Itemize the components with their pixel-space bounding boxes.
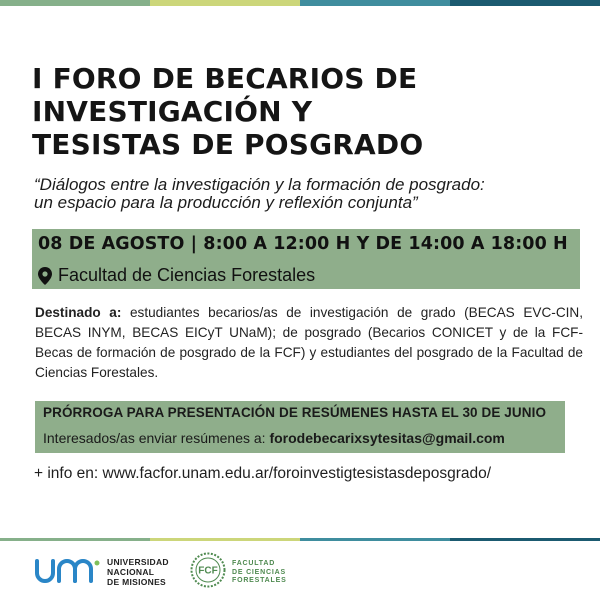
audience-label: Destinado a: <box>35 305 122 320</box>
fcf-line-1: FACULTAD <box>232 560 276 567</box>
fcf-line-3: FORESTALES <box>232 577 287 584</box>
unam-line-3: DE MISIONES <box>107 577 167 587</box>
fcf-wordmark <box>232 560 287 586</box>
deadline-text <box>43 430 505 446</box>
unam-logo <box>33 555 103 587</box>
unam-wordmark <box>107 557 169 587</box>
fcf-line-2: DE CIENCIAS <box>232 568 286 576</box>
fcf-logo <box>190 552 226 588</box>
unam-line-1: UNIVERSIDAD <box>107 557 169 567</box>
event-subtitle <box>34 176 574 212</box>
subtitle-line-2: un espacio para la producción y reflexión conjunta” <box>34 193 418 212</box>
contact-email-link[interactable]: forodebecarixsytesitas@gmail.com <box>269 430 505 446</box>
audience-paragraph <box>35 303 583 383</box>
unam-line-2: NACIONAL <box>107 567 155 577</box>
title-line-2: INVESTIGACIÓN Y <box>32 95 313 128</box>
bottom-color-bar <box>0 538 600 541</box>
top-color-bar <box>0 0 600 6</box>
title-line-3: TESISTAS DE POSGRADO <box>32 128 424 161</box>
deadline-title: PRÓRROGA PARA PRESENTACIÓN DE RESÚMENES HASTA EL 30 DE JUNIO <box>43 405 547 420</box>
event-place <box>38 265 315 286</box>
subtitle-line-1: “Diálogos entre la investigación y la formación de posgrado: <box>34 175 485 194</box>
event-place-label: Facultad de Ciencias Forestales <box>58 265 316 285</box>
svg-text:FCF: FCF <box>198 565 218 577</box>
event-title <box>32 62 572 161</box>
event-date: 08 DE AGOSTO | 8:00 A 12:00 H Y DE 14:00 A 18:00 H <box>38 234 568 254</box>
map-pin-icon <box>38 267 52 285</box>
info-link[interactable]: + info en: www.facfor.unam.edu.ar/foroinvestigtesistasdeposgrado/ <box>34 465 492 482</box>
date-place-panel <box>32 229 580 289</box>
deadline-panel <box>35 401 565 453</box>
deadline-instruction: Interesados/as enviar resúmenes a: <box>43 430 266 446</box>
title-line-1: I FORO DE BECARIOS DE <box>32 62 418 95</box>
audience-text: estudiantes becarios/as de investigación de grado (BECAS EVC-CIN, BECAS INYM, BECAS EICyT UNaM); de posgrado (Becarios CONICET y de la FCF-Becas de formación de posgrado de la FCF) y estudiantes del posgrado de la Facultad de Ciencias Forestales. <box>35 305 584 380</box>
